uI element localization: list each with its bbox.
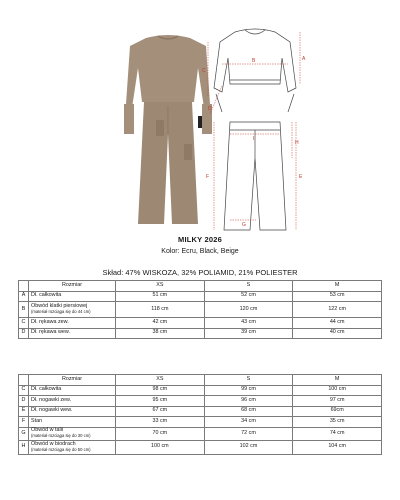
sketch-label-h: H (295, 140, 299, 146)
row-name-main: Obwód klatki piersiowej (31, 303, 88, 310)
cell-xs: 51 cm (116, 291, 205, 302)
row-name: Dł. rękawa zew. (29, 318, 116, 329)
row-id: G (19, 427, 29, 441)
cell-xs: 70 cm (116, 427, 205, 441)
cell-m: 74 cm (293, 427, 382, 441)
row-id: D (19, 328, 29, 339)
cell-m: 104 cm (293, 441, 382, 455)
header-m: M (293, 281, 382, 292)
row-name: Dł. rękawa wew. (29, 328, 116, 339)
cell-m: 40 cm (293, 328, 382, 339)
header-s: S (204, 375, 293, 386)
cell-s: 96 cm (204, 396, 293, 407)
table-header-row (19, 281, 382, 292)
cell-xs: 100 cm (116, 441, 205, 455)
cell-s: 120 cm (204, 302, 293, 318)
cell-xs: 38 cm (116, 328, 205, 339)
table-row (19, 385, 382, 396)
cell-m: 35 cm (293, 417, 382, 428)
row-name: Dł. całkowita (29, 291, 116, 302)
cell-s: 68 cm (204, 406, 293, 417)
sketch-label-b: B (252, 58, 256, 64)
product-title: MILKY 2026 (178, 235, 222, 244)
cell-m: 53 cm (293, 291, 382, 302)
row-name-note: (materiał rozciąga się do 50 cm) (31, 446, 91, 452)
row-name: Dł. nogawki zew. (29, 396, 116, 407)
table-row (19, 441, 382, 455)
trousers-sketch (224, 122, 286, 230)
header-blank (19, 375, 29, 386)
header-size: Rozmiar (29, 281, 116, 292)
header-blank (19, 281, 29, 292)
row-name: Dł. nogawki wew. (29, 406, 116, 417)
table-row (19, 291, 382, 302)
cell-s: 52 cm (204, 291, 293, 302)
row-id: C (19, 318, 29, 329)
sketch-label-f: F (206, 174, 210, 180)
row-name (29, 427, 116, 441)
row-id: F (19, 417, 29, 428)
cell-xs: 42 cm (116, 318, 205, 329)
fabric-composition: Skład: 47% WISKOZA, 32% POLIAMID, 21% POLIESTER (102, 268, 298, 277)
cell-m: 44 cm (293, 318, 382, 329)
row-name-note: (materiał rozciąga się do 30 cm) (31, 433, 91, 439)
sweater-sketch (214, 29, 296, 112)
header-s: S (204, 281, 293, 292)
header-size: Rozmiar (29, 375, 116, 386)
cell-s: 99 cm (204, 385, 293, 396)
row-id: H (19, 441, 29, 455)
size-table-top (18, 280, 382, 339)
product-colors: Kolor: Ecru, Black, Beige (161, 248, 239, 255)
cell-xs: 98 cm (116, 385, 205, 396)
table-row (19, 406, 382, 417)
row-name (29, 441, 116, 455)
row-id: D (19, 396, 29, 407)
row-name: Stan (29, 417, 116, 428)
row-name-main: Obwód w biodrach (31, 440, 76, 447)
cell-m: 97 cm (293, 396, 382, 407)
size-table-bottom (18, 374, 382, 455)
table-row (19, 328, 382, 339)
header-xs: XS (116, 375, 205, 386)
trousers-shape (138, 102, 198, 224)
cell-xs: 118 cm (116, 302, 205, 318)
sketch-label-i: I (253, 136, 255, 142)
cell-s: 72 cm (204, 427, 293, 441)
cell-s: 34 cm (204, 417, 293, 428)
sketch-label-g: G (242, 222, 246, 228)
table-row (19, 396, 382, 407)
row-id: E (19, 406, 29, 417)
cell-s: 39 cm (204, 328, 293, 339)
table-row (19, 302, 382, 318)
header-m: M (293, 375, 382, 386)
cell-s: 102 cm (204, 441, 293, 455)
cell-m: 69cm (293, 406, 382, 417)
cell-xs: 67 cm (116, 406, 205, 417)
sketch-label-a: A (302, 56, 306, 62)
row-name: Dł. całkowita (29, 385, 116, 396)
cell-xs: 95 cm (116, 396, 205, 407)
cell-m: 100 cm (293, 385, 382, 396)
row-id: B (19, 302, 29, 318)
cell-s: 43 cm (204, 318, 293, 329)
header-xs: XS (116, 281, 205, 292)
table-row (19, 427, 382, 441)
row-name-main: Obwód w talii (31, 427, 64, 434)
sketch-label-d: D (208, 106, 212, 112)
row-id: A (19, 291, 29, 302)
table-row (19, 318, 382, 329)
sketch-label-e: E (299, 174, 303, 180)
technical-sketch (200, 18, 310, 238)
cell-xs: 33 cm (116, 417, 205, 428)
row-name-note: (materiał rozciąga się do 44 cm) (31, 309, 91, 315)
table-row (19, 417, 382, 428)
table-header-row (19, 375, 382, 386)
sketch-label-c: C (202, 68, 206, 74)
cell-m: 122 cm (293, 302, 382, 318)
row-id: C (19, 385, 29, 396)
row-name (29, 302, 116, 318)
